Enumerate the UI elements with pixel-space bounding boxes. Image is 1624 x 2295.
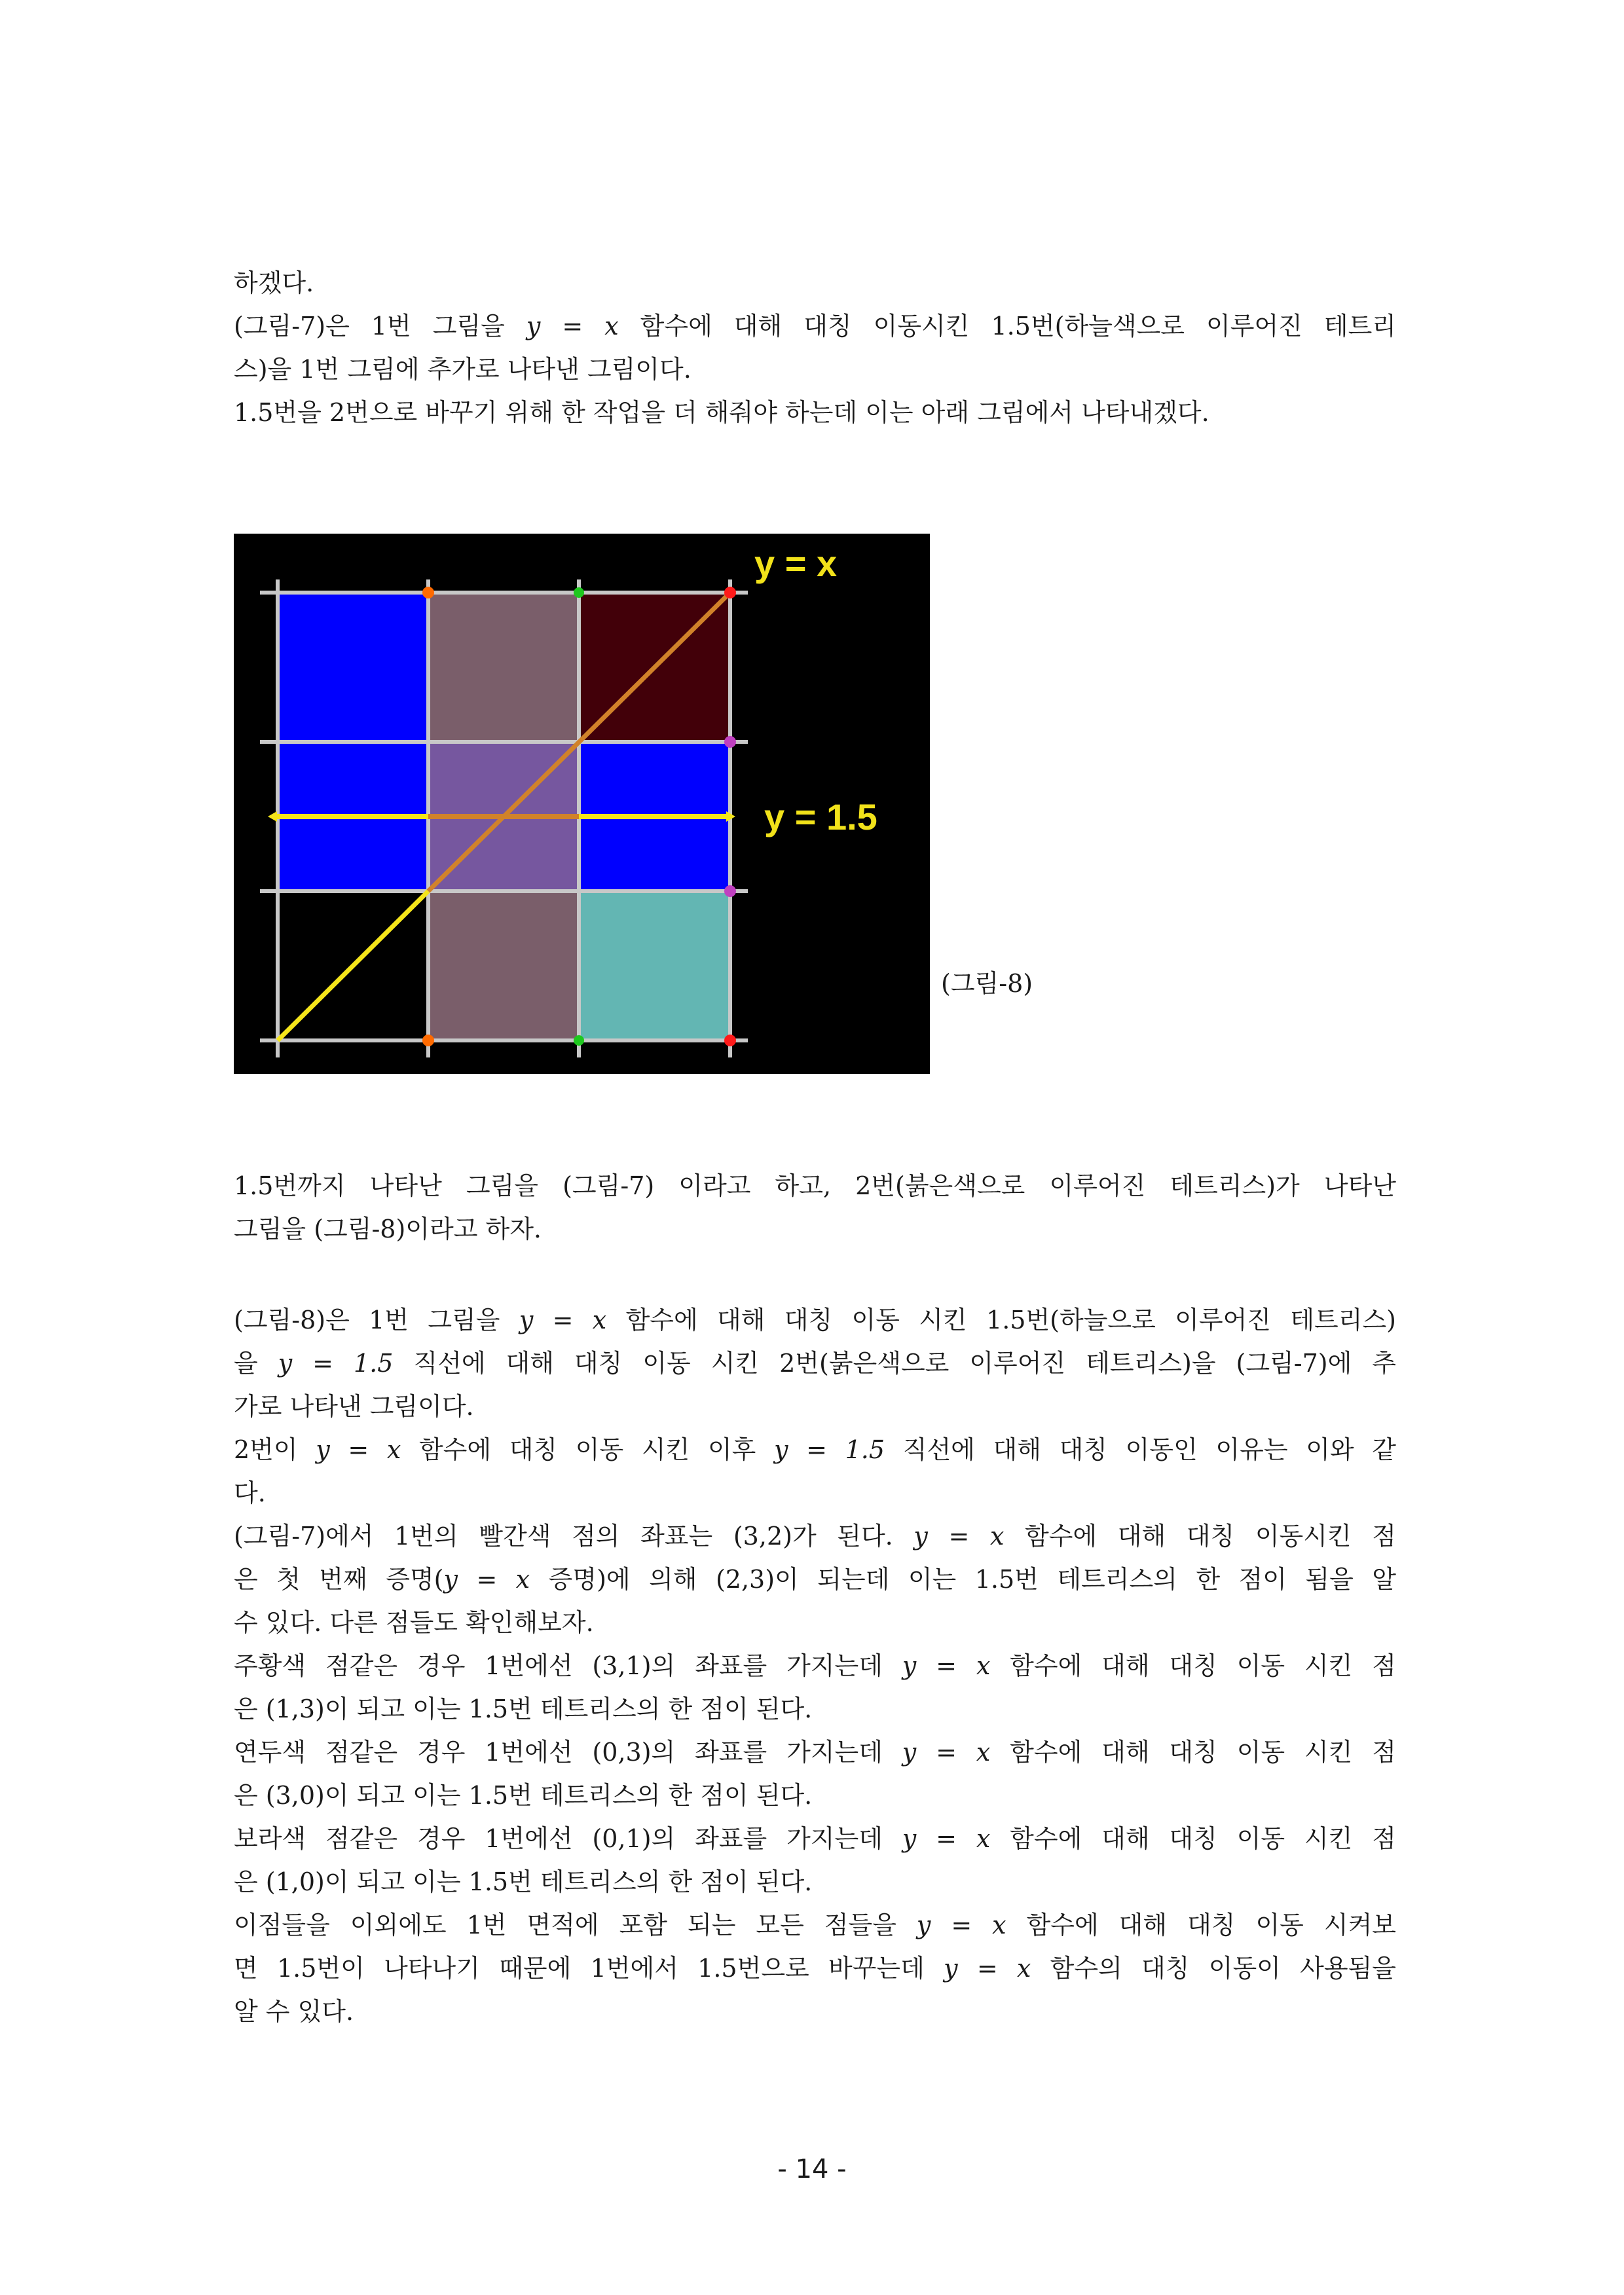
text-line [234,1953,1396,1984]
text-line [234,397,1396,428]
text-line [234,354,1396,385]
text-line [234,1213,1396,1245]
point-red-top [724,587,736,598]
text-run: 1.5번을 2번으로 바꾸기 위해 한 작업을 더 해줘야 하는데 이는 아래 그림에서 나타내겠다. [234,398,1209,427]
text-line [234,1693,1396,1725]
text-run: 을 [234,1349,278,1378]
text-line [234,1866,1396,1898]
point-red-bottom [724,1035,736,1046]
math-expression: y = 1.5 [774,1435,885,1464]
text-run: 함수에 대해 대칭 이동 시킨 1.5번(하늘으로 이루어진 테트리스) [606,1306,1396,1334]
text-run: 직선에 대해 대칭 이동인 이유는 이와 같 [885,1435,1396,1464]
figure-caption: (그림-8) [941,969,1033,998]
text-run: 주황색 점같은 경우 1번에선 (3,1)의 좌표를 가지는데 [234,1651,902,1680]
point-green-top [574,587,584,598]
point-orange-bottom [422,1035,434,1046]
text-run: 함수에 대해 대칭 이동시킨 1.5번(하늘색으로 이루어진 테트리 [618,312,1396,340]
text-run: 은 (1,3)이 되고 이는 1.5번 테트리스의 한 점이 된다. [234,1695,813,1723]
text-run: 연두색 점같은 경우 1번에선 (0,3)의 좌표를 가지는데 [234,1738,902,1767]
text-run: 함수에 대해 대칭 이동 시킨 점 [990,1738,1396,1767]
point-purple-upper [724,736,736,748]
text-line [234,1909,1396,1941]
text-run: 은 (3,0)이 되고 이는 1.5번 테트리스의 한 점이 된다. [234,1781,813,1810]
math-expression: y = x [443,1565,530,1594]
point-orange-top [422,587,434,598]
figure-8 [234,534,930,1074]
text-run: 함수에 대해 대칭 이동 시킨 점 [990,1824,1396,1853]
text-line [234,1348,1396,1379]
text-run: 2번이 [234,1435,316,1464]
text-run: 수 있다. 다른 점들도 확인해보자. [234,1608,594,1637]
arrow-left-icon [268,811,277,822]
text-run: 직선에 대해 대칭 이동 시킨 2번(붉은색으로 이루어진 테트리스)을 (그림-7)에 추 [393,1349,1397,1378]
math-expression: y = x [913,1522,1005,1551]
text-run: 그림을 (그림-8)이라고 하자. [234,1215,542,1243]
text-run: 이점들을 이외에도 1번 면적에 포함 되는 모든 점들을 [234,1911,917,1939]
text-run: 1.5번까지 나타난 그림을 (그림-7) 이라고 하고, 2번(붉은색으로 이루어진 테트리스)가 나타난 [234,1171,1396,1200]
text-run: 함수에 대해 대칭 이동 시켜보 [1006,1911,1396,1939]
cell-blue-top-left [278,593,428,742]
text-run: 다. [234,1478,266,1507]
math-expression: y = x [316,1435,401,1464]
text-run: 가로 나타낸 그림이다. [234,1392,474,1421]
figure-8-graphic [234,534,930,1074]
cell-mauve-bottom [428,891,579,1040]
text-run: 함수에 대해 대칭 이동시킨 점 [1004,1522,1396,1551]
text-run: 하겠다. [234,268,314,297]
text-line [234,1607,1396,1638]
math-expression: y = x [519,1306,607,1334]
text-run: (그림-7)에서 1번의 빨간색 점의 좌표는 (3,2)가 된다. [234,1522,914,1551]
text-line [234,1564,1396,1595]
text-line [234,1780,1396,1811]
text-run: 은 첫 번째 증명( [234,1565,444,1594]
text-line [234,1391,1396,1422]
text-line [234,1477,1396,1509]
math-expression: y = 1.5 [278,1349,394,1378]
text-run: 증명)에 의해 (2,3)이 되는데 이는 1.5번 테트리스의 한 점이 됨을 알 [530,1565,1397,1594]
text-line [234,1434,1396,1465]
text-line [234,1304,1396,1336]
text-run: 보라색 점같은 경우 1번에선 (0,1)의 좌표를 가지는데 [234,1824,902,1853]
text-run: 함수에 대해 대칭 이동 시킨 점 [990,1651,1396,1680]
text-run: (그림-8)은 1번 그림을 [234,1306,519,1334]
text-line [234,310,1396,342]
point-purple-lower [724,885,736,897]
point-green-bottom [574,1035,584,1046]
page-number: - 14 - [777,2154,847,2184]
text-run: 스)을 1번 그림에 추가로 나타낸 그림이다. [234,355,692,384]
line-y-equals-x-lower [278,891,428,1040]
math-expression: y = x [526,312,619,340]
text-line [234,267,1396,299]
text-run: (그림-7)은 1번 그림을 [234,312,526,340]
math-expression: y = x [902,1738,991,1767]
cell-teal-bottom [579,891,730,1040]
text-line [234,1170,1396,1202]
math-expression: y = x [902,1651,991,1680]
label-y-equals-1-5: y = 1.5 [764,796,877,837]
text-line [234,1520,1396,1552]
math-expression: y = x [916,1911,1006,1939]
text-line [234,1650,1396,1681]
cell-mauve-top [428,593,579,742]
label-y-equals-x: y = x [754,543,838,584]
text-run: 알 수 있다. [234,1997,354,2026]
text-run: 은 (1,0)이 되고 이는 1.5번 테트리스의 한 점이 된다. [234,1867,813,1896]
text-line [234,1736,1396,1768]
text-line [234,1996,1396,2027]
text-run: 면 1.5번이 나타나기 때문에 1번에서 1.5번으로 바꾸는데 [234,1954,944,1983]
math-expression: y = x [944,1954,1031,1983]
text-run: 함수의 대칭 이동이 사용됨을 [1031,1954,1396,1983]
math-expression: y = x [902,1824,991,1853]
text-line [234,1823,1396,1854]
text-run: 함수에 대칭 이동 시킨 이후 [401,1435,775,1464]
